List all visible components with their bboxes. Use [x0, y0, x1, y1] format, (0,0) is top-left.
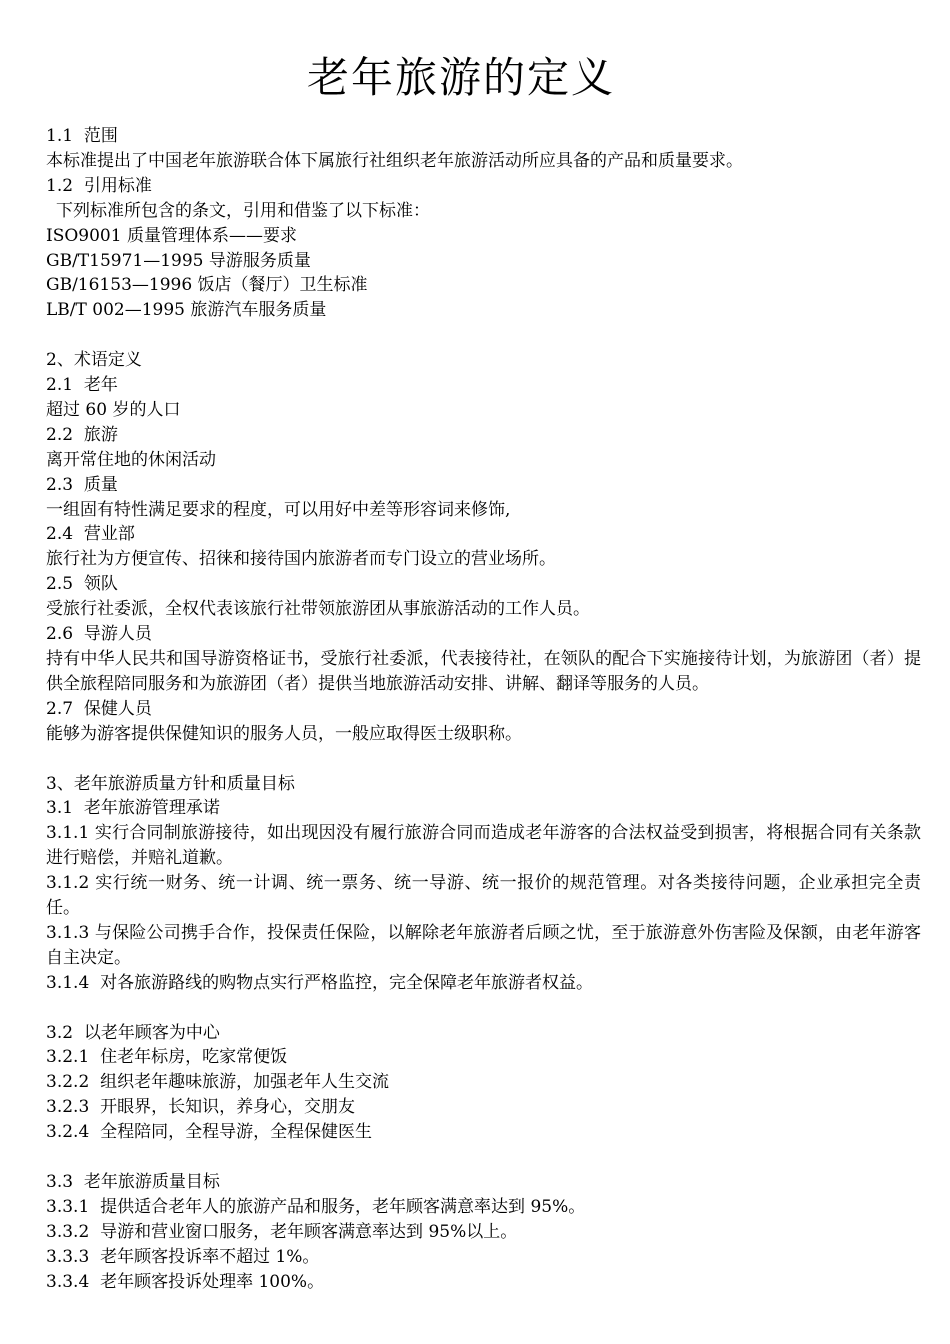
document-body	[46, 124, 921, 1295]
text-line: 2.2 旅游	[46, 424, 118, 445]
text-line: 能够为游客提供保健知识的服务人员，一般应取得医士级职称。	[46, 723, 522, 744]
text-line: GB/T15971—1995 导游服务质量	[46, 250, 311, 271]
text-line: LB/T 002—1995 旅游汽车服务质量	[46, 300, 327, 321]
text-line: 一组固有特性满足要求的程度，可以用好中差等形容词来修饰,	[46, 499, 511, 520]
text-line: 离开常住地的休闲活动	[46, 449, 216, 470]
text-line: 3.3.4 老年顾客投诉处理率 100%。	[46, 1271, 325, 1292]
text-line: 1.1 范围	[46, 126, 118, 146]
text-line: 3.2.3 开眼界，长知识，养身心，交朋友	[46, 1097, 356, 1118]
text-line: 2.4 营业部	[46, 524, 135, 545]
text-line: 3.1.1 实行合同制旅游接待，如出现因没有履行旅游合同而造成老年游客的合法权益受到损害，将根据合同有关条款进行赔偿，并赔礼道歉。	[46, 823, 921, 869]
text-line: 3、老年旅游质量方针和质量目标	[46, 773, 295, 794]
text-line: 3.2.4 全程陪同，全程导游，全程保健医生	[46, 1122, 373, 1143]
text-line: 3.3.2 导游和营业窗口服务，老年顾客满意率达到 95%以上。	[46, 1221, 518, 1242]
text-line: 旅行社为方便宣传、招徕和接待国内旅游者而专门设立的营业场所。	[46, 549, 556, 570]
text-line: 2.7 保健人员	[46, 698, 152, 719]
text-line: 3.3.3 老年顾客投诉率不超过 1%。	[46, 1246, 320, 1267]
text-line: 3.2.1 住老年标房，吃家常便饭	[46, 1047, 288, 1068]
blank-line	[46, 323, 921, 348]
text-line: 3.3.1 提供适合老年人的旅游产品和服务，老年顾客满意率达到 95%。	[46, 1196, 586, 1217]
text-line: 本标准提出了中国老年旅游联合体下属旅行社组织老年旅游活动所应具备的产品和质量要求。	[46, 150, 743, 171]
blank-line	[46, 1145, 921, 1170]
text-line: 2.1 老年	[46, 375, 118, 396]
text-line: 超过 60 岁的人口	[46, 399, 181, 420]
text-line: 受旅行社委派，全权代表该旅行社带领旅游团从事旅游活动的工作人员。	[46, 599, 590, 620]
text-line: 3.1.2 实行统一财务、统一计调、统一票务、统一导游、统一报价的规范管理。对各类接待问题，企业承担完全责任。	[46, 873, 921, 919]
text-line: 1.2 引用标准	[46, 175, 152, 196]
text-line: 2.5 领队	[46, 574, 118, 595]
text-line: 3.2.2 组织老年趣味旅游，加强老年人生交流	[46, 1072, 390, 1093]
text-line: 3.1.3 与保险公司携手合作，投保责任保险，以解除老年旅游者后顾之忧，至于旅游意外伤害险及保额，由老年游客自主决定。	[46, 922, 921, 968]
text-line: 3.1 老年旅游管理承诺	[46, 798, 220, 819]
text-line: ISO9001 质量管理体系——要求	[46, 225, 297, 246]
text-line: 2.6 导游人员	[46, 624, 152, 645]
text-line: 2、术语定义	[46, 350, 142, 371]
blank-line	[46, 747, 921, 772]
text-line: 持有中华人民共和国导游资格证书，受旅行社委派，代表接待社，在领队的配合下实施接待计划，为旅游团（者）提供全旅程陪同服务和为旅游团（者）提供当地旅游活动安排、讲解、翻译等服务的人员。	[46, 649, 921, 694]
text-line: 3.2 以老年顾客为中心	[46, 1022, 220, 1043]
text-line: 3.1.4 对各旅游路线的购物点实行严格监控，完全保障老年旅游者权益。	[46, 972, 594, 993]
text-line: GB/16153—1996 饭店（餐厅）卫生标准	[46, 275, 368, 296]
text-line: 下列标准所包含的条文，引用和借鉴了以下标准：	[56, 200, 430, 221]
text-line: 2.3 质量	[46, 474, 118, 495]
document-title: 老年旅游的定义	[306, 53, 615, 102]
text-line: 3.3 老年旅游质量目标	[46, 1172, 220, 1192]
blank-line	[46, 996, 921, 1021]
